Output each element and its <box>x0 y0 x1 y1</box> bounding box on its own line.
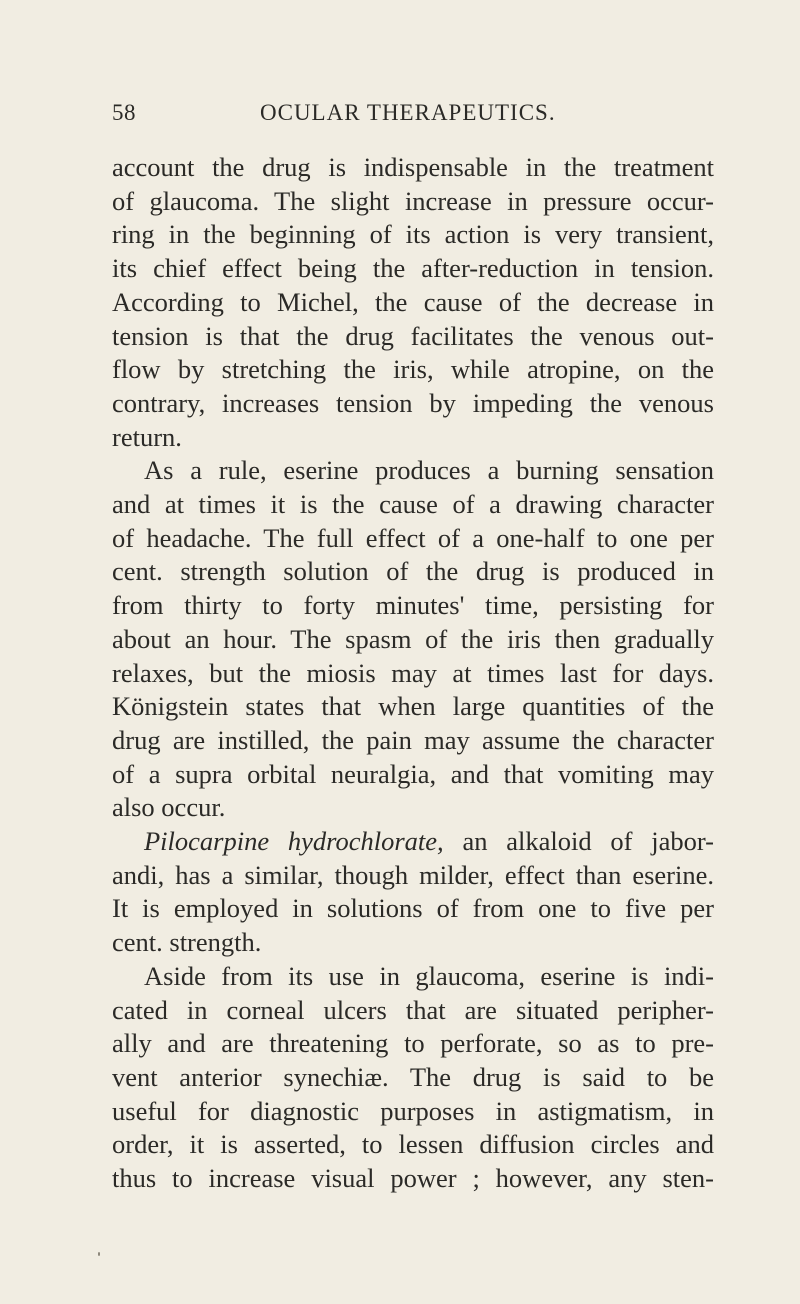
text-line: According to Michel, the cause of the decrease in <box>112 286 714 317</box>
paragraph <box>112 151 714 454</box>
text-line: Königstein states that when large quantities of the <box>112 691 714 722</box>
text-line: account the drug is indispensable in the treatment <box>112 152 714 182</box>
text-line: ally and are threatening to perforate, so as to pre- <box>112 1028 714 1059</box>
text-line: tension is that the drug facilitates the venous out- <box>112 320 714 351</box>
text-line: useful for diagnostic purposes in astigmatism, in <box>112 1095 714 1126</box>
paragraph <box>112 825 714 859</box>
text-line: return. <box>112 421 182 452</box>
text-line: vent anterior synechiæ. The drug is said to be <box>112 1061 714 1092</box>
text-run: an alkaloid of jabor- <box>443 826 714 857</box>
text-line: from thirty to forty minutes' time, persisting for <box>112 590 714 621</box>
paragraph-continued <box>112 859 714 960</box>
paragraph-continued <box>112 488 714 825</box>
paragraph-continued <box>112 994 714 1196</box>
text-line: of headache. The full effect of a one-half to one per <box>112 522 714 553</box>
text-line: It is employed in solutions of from one to five per <box>112 893 714 924</box>
text-line: also occur. <box>112 792 226 823</box>
paragraph <box>112 454 714 488</box>
body-text <box>112 151 714 1196</box>
text-line: and at times it is the cause of a drawing character <box>112 489 714 520</box>
text-line: As a rule, eserine produces a burning sensation <box>144 455 714 486</box>
text-line: contrary, increases tension by impeding the venous <box>112 387 714 418</box>
text-line: cent. strength. <box>112 927 262 958</box>
text-line <box>144 825 714 859</box>
text-line: about an hour. The spasm of the iris then gradually <box>112 623 714 654</box>
page-header <box>112 100 714 136</box>
text-line: of glaucoma. The slight increase in pressure occur- <box>112 185 714 216</box>
text-line: ring in the beginning of its action is very transient, <box>112 219 714 250</box>
text-line: andi, has a similar, though milder, effect than eserine. <box>112 859 714 890</box>
text-line: of a supra orbital neuralgia, and that vomiting may <box>112 758 714 789</box>
text-line: its chief effect being the after-reduction in tension. <box>112 253 714 284</box>
text-line: flow by stretching the iris, while atropine, on the <box>112 354 714 385</box>
text-line: Aside from its use in glaucoma, eserine is indi- <box>144 960 714 991</box>
page-number: 58 <box>112 100 136 125</box>
text-line: order, it is asserted, to lessen diffusion circles and <box>112 1129 714 1160</box>
text-line: relaxes, but the miosis may at times last for days. <box>112 657 714 688</box>
print-speck <box>98 1252 100 1256</box>
text-line: thus to increase visual power ; however, any sten- <box>112 1163 714 1194</box>
text-line: drug are instilled, the pain may assume the character <box>112 724 714 755</box>
italic-term: Pilocarpine hydrochlorate, <box>144 826 444 857</box>
paragraph <box>112 960 714 994</box>
running-title: OCULAR THERAPEUTICS. <box>260 100 556 125</box>
text-line: cated in corneal ulcers that are situated peripher- <box>112 994 714 1025</box>
text-line: cent. strength solution of the drug is produced in <box>112 556 714 587</box>
